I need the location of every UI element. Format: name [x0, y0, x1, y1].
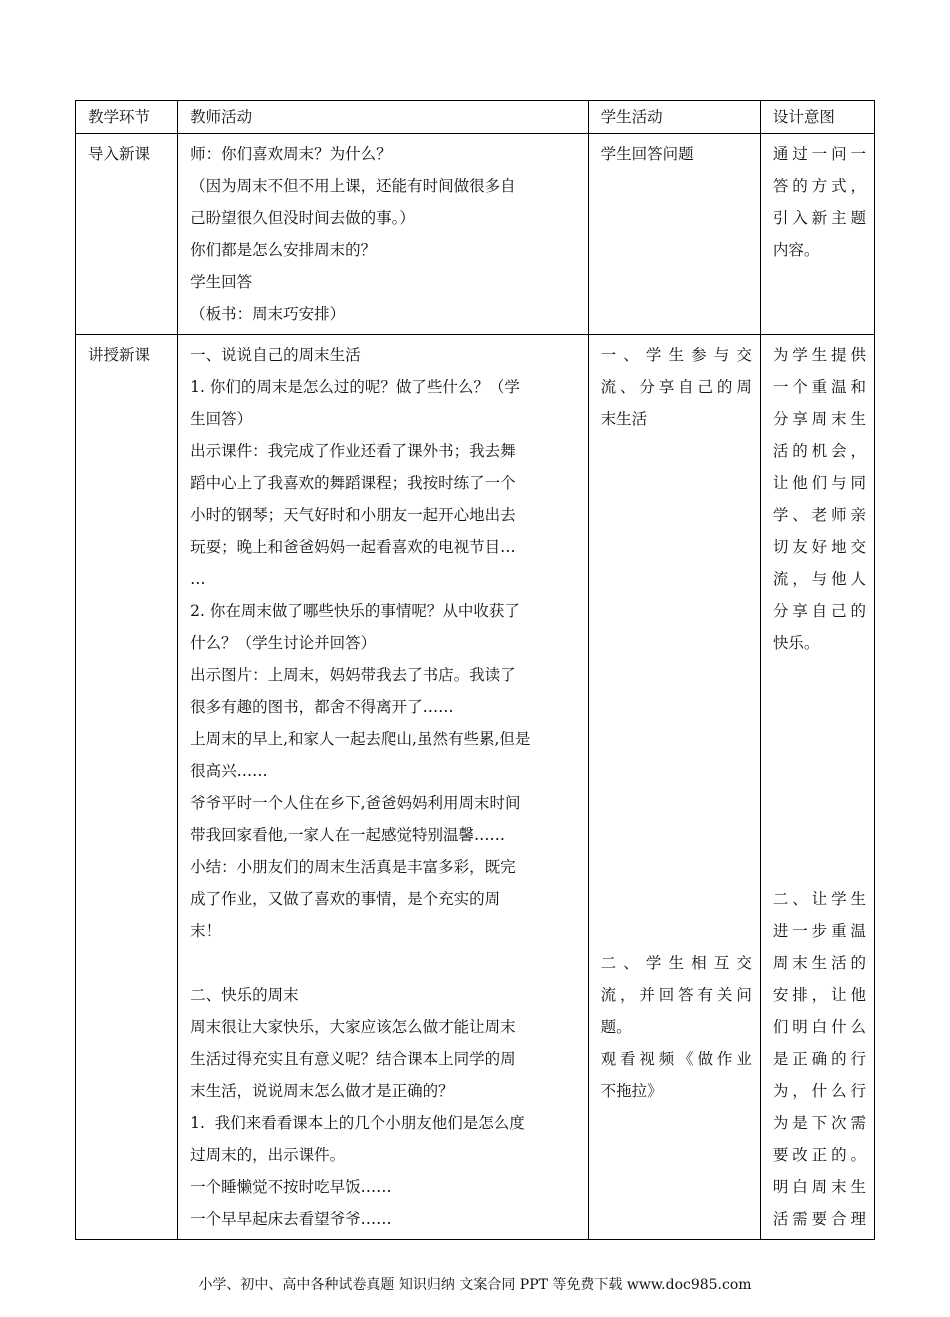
- teacher-line: 末生活，说说周末怎么做才是正确的？: [190, 1082, 454, 1100]
- teacher-line: 一个早早起床去看望爷爷……: [190, 1210, 392, 1228]
- intent-line: 内容。: [772, 241, 820, 259]
- intent-line: 周末生活的: [772, 954, 866, 972]
- teacher-line: 1. 你们的周末是怎么过的呢？做了些什么？（学: [190, 378, 520, 396]
- teacher-line: 末！: [190, 922, 222, 940]
- blank-line: [601, 499, 752, 531]
- blank-line: [190, 947, 580, 979]
- intent-line: 二、让学生: [772, 890, 866, 908]
- student-line: 题。: [600, 1018, 632, 1036]
- blank-line: [601, 659, 752, 691]
- blank-line: [773, 787, 866, 819]
- intent-line: 要改正的。: [772, 1146, 866, 1164]
- blank-line: [601, 787, 752, 819]
- header-student: 学生活动: [588, 101, 760, 134]
- blank-line: [773, 723, 866, 755]
- teacher-line: 成了作业，又做了喜欢的事情，是个充实的周: [190, 890, 501, 908]
- intent-line: 们明白什么: [772, 1018, 866, 1036]
- student-line: 一、学生参与交: [600, 346, 752, 364]
- intent-line: 答的方式，: [772, 177, 866, 195]
- intent-line: 分享自己的: [772, 602, 866, 620]
- blank-line: [601, 563, 752, 595]
- intent-line: 分享周末生: [772, 410, 866, 428]
- blank-line: [601, 755, 752, 787]
- teacher-line: 一、说说自己的周末生活: [190, 346, 361, 364]
- blank-line: [601, 883, 752, 915]
- teacher-line: 小时的钢琴；天气好时和小朋友一起开心地出去: [190, 506, 516, 524]
- teacher-line: 己盼望很久但没时间去做的事。）: [190, 209, 415, 227]
- intent-line: 一个重温和: [772, 378, 866, 396]
- student-line: 末生活: [600, 410, 648, 428]
- intent-line: 是正确的行: [772, 1050, 866, 1068]
- intent-line: 安排，让他: [772, 986, 866, 1004]
- student-line: 观看视频《做作业: [600, 1050, 752, 1068]
- blank-line: [773, 819, 866, 851]
- teacher-line: 1. 我们来看看课本上的几个小朋友他们是怎么度: [190, 1114, 525, 1132]
- teacher-line: 一个睡懒觉不按时吃早饭……: [190, 1178, 392, 1196]
- student-line: 流，并回答有关问: [600, 986, 752, 1004]
- student-activity-cell: [588, 134, 760, 335]
- intent-line: 进一步重温: [772, 922, 866, 940]
- page-footer: 小学、初中、高中各种试卷真题 知识归纳 文案合同 PPT 等免费下载 www.doc985.com: [198, 1277, 752, 1293]
- teacher-line: …: [190, 570, 206, 588]
- lesson-plan-table: [75, 100, 875, 1240]
- student-activity-cell: [588, 335, 760, 1240]
- teacher-line: 玩耍；晚上和爸爸妈妈一起看喜欢的电视节目…: [190, 538, 516, 556]
- intent-line: 为，什么行: [772, 1082, 866, 1100]
- teacher-line: 生活过得充实且有意义呢？结合课本上同学的周: [190, 1050, 516, 1068]
- stage-cell: 讲授新课: [76, 335, 178, 1240]
- intent-line: 切友好地交: [772, 538, 866, 556]
- intent-line: 活需要合理: [772, 1210, 866, 1228]
- teacher-line: 出示图片：上周末，妈妈带我去了书店。我读了: [190, 666, 516, 684]
- teacher-line: 蹈中心上了我喜欢的舞蹈课程；我按时练了一个: [190, 474, 516, 492]
- teacher-line: 学生回答: [190, 273, 253, 291]
- header-teacher: 教师活动: [178, 101, 589, 134]
- header-intent: 设计意图: [760, 101, 874, 134]
- blank-line: [601, 531, 752, 563]
- teacher-line: 很高兴……: [190, 762, 268, 780]
- student-line: 不拖拉》: [600, 1082, 663, 1100]
- student-line: 二、学生相互交: [600, 954, 752, 972]
- blank-line: [601, 435, 752, 467]
- student-line: 学生回答问题: [600, 145, 694, 163]
- blank-line: [601, 467, 752, 499]
- blank-line: [601, 819, 752, 851]
- blank-line: [601, 627, 752, 659]
- teacher-activity-cell: [178, 335, 589, 1240]
- intent-line: 活的机会，: [772, 442, 866, 460]
- intent-line: 让他们与同: [772, 474, 866, 492]
- teacher-line: 上周末的早上,和家人一起去爬山,虽然有些累,但是: [190, 730, 531, 748]
- design-intent-cell: [760, 335, 874, 1240]
- teacher-line: 出示课件：我完成了作业还看了课外书；我去舞: [190, 442, 516, 460]
- intent-line: 明白周末生: [772, 1178, 866, 1196]
- teacher-line: 你们都是怎么安排周末的？: [190, 241, 377, 259]
- design-intent-cell: [760, 134, 874, 335]
- blank-line: [773, 755, 866, 787]
- header-stage: 教学环节: [76, 101, 178, 134]
- teacher-line: 生回答）: [190, 410, 253, 428]
- teacher-line: 过周末的，出示课件。: [190, 1146, 346, 1164]
- teacher-line: 二、快乐的周末: [190, 986, 299, 1004]
- teacher-line: 很多有趣的图书，都舍不得离开了……: [190, 698, 454, 716]
- blank-line: [601, 723, 752, 755]
- intent-line: 学、老师亲: [772, 506, 866, 524]
- intent-line: 通过一问一: [772, 145, 866, 163]
- intent-line: 为是下次需: [772, 1114, 866, 1132]
- intent-line: 流，与他人: [772, 570, 866, 588]
- blank-line: [601, 595, 752, 627]
- blank-line: [773, 691, 866, 723]
- table-row: [76, 134, 875, 335]
- teacher-line: （因为周末不但不用上课，还能有时间做很多自: [190, 177, 516, 195]
- intent-line: 引入新主题: [772, 209, 866, 227]
- blank-line: [601, 691, 752, 723]
- student-line: 流、分享自己的周: [600, 378, 752, 396]
- header-row: [76, 101, 875, 134]
- intent-line: 为学生提供: [772, 346, 866, 364]
- blank-line: [601, 915, 752, 947]
- stage-cell: 导入新课: [76, 134, 178, 335]
- table-row: [76, 335, 875, 1240]
- teacher-line: 爷爷平时一个人住在乡下,爸爸妈妈利用周末时间: [190, 794, 521, 812]
- teacher-line: 2. 你在周末做了哪些快乐的事情呢？从中收获了: [190, 602, 520, 620]
- intent-line: 快乐。: [772, 634, 820, 652]
- blank-line: [773, 851, 866, 883]
- teacher-line: 带我回家看他,一家人在一起感觉特别温馨……: [190, 826, 506, 844]
- blank-line: [773, 659, 866, 691]
- teacher-line: 师：你们喜欢周末？为什么？: [190, 145, 392, 163]
- blank-line: [601, 851, 752, 883]
- teacher-line: （板书：周末巧安排）: [190, 305, 346, 323]
- teacher-line: 小结：小朋友们的周末生活真是丰富多彩，既完: [190, 858, 516, 876]
- teacher-activity-cell: [178, 134, 589, 335]
- teacher-line: 什么？（学生讨论并回答）: [190, 634, 377, 652]
- teacher-line: 周末很让大家快乐，大家应该怎么做才能让周末: [190, 1018, 516, 1036]
